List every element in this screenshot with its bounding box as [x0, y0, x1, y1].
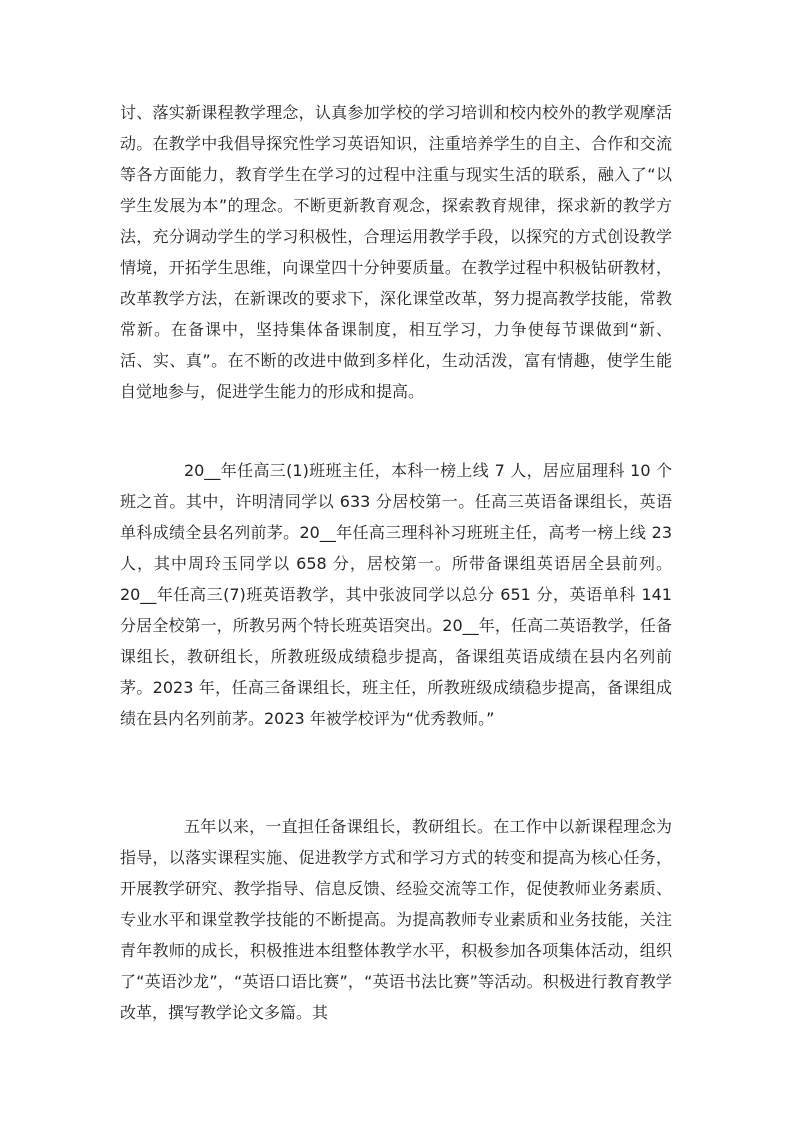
paragraph-1: 讨、落实新课程教学理念，认真参加学校的学习培训和校内校外的教学观摩活动。在教学中我倡导探究性学习英语知识，注重培养学生的自主、合作和交流等各方面能力，教育学生在学习的过程中注重与现实生活的联系，融入了“以学生发展为本”的理念。不断更新教育观念，探索教育规律，探求新的教学方法，充分调动学生的学习积极性，合理运用教学手段，以探究的方式创设教学情境，开拓学生思维，向课堂四十分钟要质量。在教学过程中积极钻研教材，改革教学方法，在新课改的要求下，深化课堂改革，努力提高教学技能，常教常新。在备课中，坚持集体备课制度，相互学习，力争使每节课做到“新、活、实、真”。在不断的改进中做到多样化，生动活泼，富有情趣，使学生能自觉地参与，促进学生能力的形成和提高。 [120, 103, 672, 401]
paragraph-2: 20__年任高三(1)班班主任，本科一榜上线 7 人，居应届理科 10 个班之首。其中，许明清同学以 633 分居校第一。任高三英语备课组长，英语单科成绩全县名列前茅。20__年任高三理科补习班班主任，高考一榜上线 23 人，其中周玲玉同学以 658 分，居校第一。所带备课组英语居全县前列。20__年任高三(7)班英语教学，其中张波同学以总分 651 分，英语单科 141 分居全校第一，所教另两个特长班英语突出。20__年，任高二英语教学，任备课组长，教研组长，所教班级成绩稳步提高，备课组英语成绩在县内名列前茅。2023 年，任高三备课组长，班主任，所教班级成绩稳步提高，备课组成绩在县内名列前茅。2023 年被学校评为“优秀教师。” [120, 461, 672, 728]
paragraph-3: 五年以来，一直担任备课组长，教研组长。在工作中以新课程理念为指导，以落实课程实施、促进教学方式和学习方式的转变和提高为核心任务，开展教学研究、教学指导、信息反馈、经验交流等工作，促使教师业务素质、专业水平和课堂教学技能的不断提高。为提高教师专业素质和业务技能，关注青年教师的成长，积极推进本组整体教学水平，积极参加各项集体活动，组织了“英语沙龙”，“英语口语比赛”，“英语书法比赛”等活动。积极进行教育教学改革，撰写教学论文多篇。其 [120, 817, 672, 1022]
